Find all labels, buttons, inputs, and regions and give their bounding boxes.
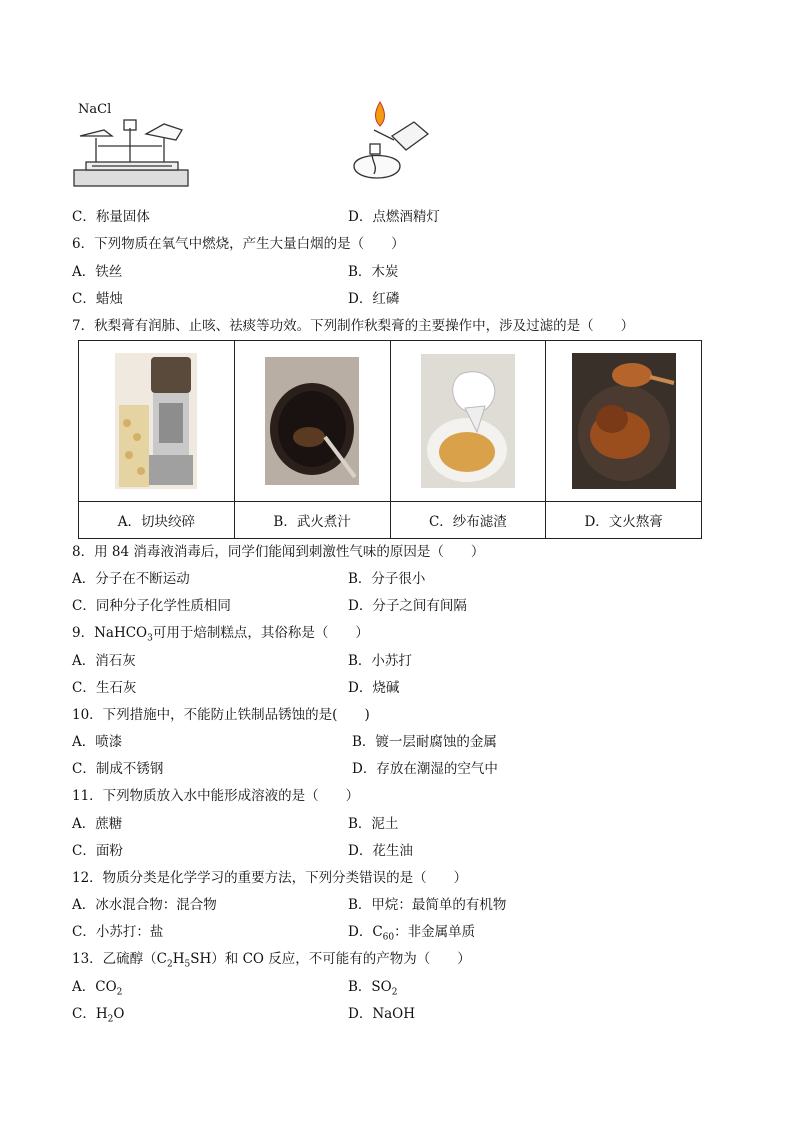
q7-image-cell-a	[79, 341, 235, 502]
q7-option-d: D．文火熬膏	[546, 502, 702, 539]
q10-option-c: C．制成不锈钢	[72, 761, 164, 777]
q9-stem: 9．NaHCO$_3$可用于焙制糕点，其俗称是（ ）	[72, 625, 369, 644]
q5-option-c: C．称量固体	[72, 209, 150, 225]
q10-option-b: B．镀一层耐腐蚀的金属	[352, 734, 497, 750]
q12-option-d: D．$C_{60}$：非金属单质	[348, 924, 476, 943]
blender-photo	[115, 353, 197, 489]
q9-option-a: A．消石灰	[72, 653, 136, 669]
q7-option-a: A．切块绞碎	[79, 502, 235, 539]
q6-option-a: A．铁丝	[72, 264, 123, 280]
q11-option-b: B．泥土	[348, 816, 399, 832]
q12-option-c: C．小苏打：盐	[72, 924, 164, 940]
q8-stem: 8．用 84 消毒液消毒后，同学们能闻到刺激性气味的原因是（ ）	[72, 544, 485, 560]
q11-option-a: A．蔗糖	[72, 816, 123, 832]
q9-option-c: C．生石灰	[72, 680, 137, 696]
q6-stem: 6．下列物质在氧气中燃烧，产生大量白烟的是（ ）	[72, 236, 405, 252]
q12-stem: 12．物质分类是化学学习的重要方法，下列分类错误的是（ ）	[72, 870, 468, 886]
q6-option-c: C．蜡烛	[72, 291, 123, 307]
q13-stem: 13．乙硫醇$(C_2H_5SH)$和 CO 反应，不可能有的产物为（ ）	[72, 951, 471, 970]
q10-option-a: A．喷漆	[72, 734, 123, 750]
q7-image-cell-d	[546, 341, 702, 502]
q8-option-a: A．分子在不断运动	[72, 571, 190, 587]
q10-option-d: D．存放在潮湿的空气中	[352, 761, 498, 777]
boiling-pot-photo	[265, 357, 359, 485]
q11-option-d: D．花生油	[348, 843, 413, 859]
balance-figure	[72, 100, 192, 192]
q7-table	[78, 340, 702, 539]
gauze-filter-photo	[421, 354, 515, 488]
q6-option-d: D．红磷	[348, 291, 400, 307]
q7-option-b: B．武火煮汁	[234, 502, 390, 539]
q13-option-b: B．$SO_2$	[348, 979, 398, 998]
q11-option-c: C．面粉	[72, 843, 123, 859]
q9-option-d: D．烧碱	[348, 680, 400, 696]
q6-option-b: B．木炭	[348, 264, 399, 280]
q11-stem: 11．下列物质放入水中能形成溶液的是（ ）	[72, 788, 360, 804]
q8-option-b: B．分子很小	[348, 571, 426, 587]
q7-stem: 7．秋梨膏有润肺、止咳、祛痰等功效。下列制作秋梨膏的主要操作中，涉及过滤的是（ ）	[72, 318, 635, 334]
q13-option-c: C．$H_2O$	[72, 1006, 125, 1025]
q12-option-a: A．冰水混合物：混合物	[72, 897, 217, 913]
q7-option-c: C．纱布滤渣	[390, 502, 546, 539]
q8-option-c: C．同种分子化学性质相同	[72, 598, 231, 614]
simmering-paste-photo	[572, 353, 676, 489]
q9-option-b: B．小苏打	[348, 653, 412, 669]
alcohol-lamp-figure	[344, 100, 434, 192]
q7-image-cell-c	[390, 341, 546, 502]
q13-option-a: A．$CO_2$	[72, 979, 123, 998]
q10-stem: 10．下列措施中，不能防止铁制品锈蚀的是( )	[72, 707, 370, 723]
q13-option-d: D．NaOH	[348, 1006, 416, 1022]
q12-option-b: B．甲烷：最简单的有机物	[348, 897, 507, 913]
q5-option-d: D．点燃酒精灯	[348, 209, 440, 225]
q7-image-cell-b	[234, 341, 390, 502]
q8-option-d: D．分子之间有间隔	[348, 598, 467, 614]
nacl-label: NaCl	[78, 102, 112, 117]
alcohol-lamp-icon	[344, 100, 434, 192]
